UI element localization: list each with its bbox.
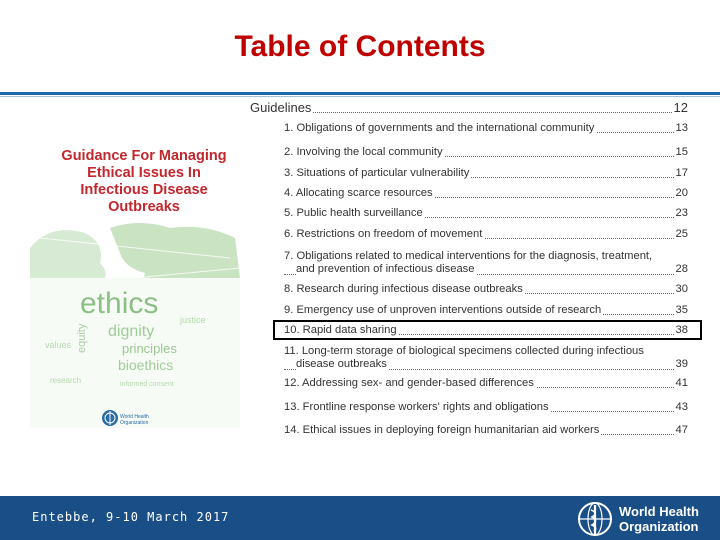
toc-main-heading <box>250 100 690 116</box>
book-cover-image <box>30 118 240 448</box>
toc-item-label: 7. Obligations related to medical interventions for the diagnosis, treatment, <box>284 250 653 262</box>
slide-title: Table of Contents <box>234 30 486 63</box>
toc-item-page: 28 <box>675 263 688 275</box>
toc-item <box>284 283 690 297</box>
toc-item-label: 4. Allocating scarce resources <box>284 187 433 199</box>
word-values: values <box>45 340 72 350</box>
title-divider <box>0 92 720 95</box>
toc-item-label-line2: disease outbreaks <box>296 358 387 370</box>
toc-main-page: 12 <box>673 100 688 115</box>
cover-logo-line2: Organization <box>120 420 149 426</box>
word-cloud-graphic <box>30 278 240 428</box>
toc-item <box>284 250 690 278</box>
word-ethics: ethics <box>80 287 159 320</box>
toc-item-page: 43 <box>675 401 688 413</box>
word-informed-consent: informed consent <box>120 381 174 388</box>
toc-item-label: 13. Frontline response workers' rights and obligations <box>284 401 549 413</box>
toc-item-page: 38 <box>675 324 688 336</box>
who-brand-text <box>619 504 699 534</box>
toc-item-label: 11. Long-term storage of biological specimens collected during infectious <box>284 345 644 357</box>
toc-item-label: 3. Situations of particular vulnerability <box>284 167 470 179</box>
toc-item-page: 39 <box>675 358 688 370</box>
word-bioethics: bioethics <box>118 357 174 373</box>
toc-item-label: 2. Involving the local community <box>284 146 443 158</box>
toc-item-page: 20 <box>675 187 688 199</box>
toc-item <box>284 207 690 221</box>
toc-item-label: 5. Public health surveillance <box>284 207 423 219</box>
toc-main-label: Guidelines <box>250 100 312 115</box>
cover-logo-line1: World Health <box>120 414 149 420</box>
toc-item <box>284 424 690 438</box>
toc-item <box>284 401 690 415</box>
toc-item-page: 35 <box>675 304 688 316</box>
toc-item-page: 17 <box>675 167 688 179</box>
toc-item-page: 13 <box>675 122 688 134</box>
cover-title: Guidance For Managing Ethical Issues In Infectious Disease Outbreaks <box>61 148 227 215</box>
toc-item-page: 30 <box>675 283 688 295</box>
title-divider-thin <box>0 96 720 97</box>
word-dignity: dignity <box>108 323 155 340</box>
toc-item-label-line2: and prevention of infectious disease <box>296 263 475 275</box>
toc-item-page: 23 <box>675 207 688 219</box>
toc-item-label: 10. Rapid data sharing <box>284 324 397 336</box>
toc-item <box>284 377 690 391</box>
toc-item-label: 1. Obligations of governments and the international community <box>284 122 595 134</box>
word-principles: principles <box>122 341 177 356</box>
toc-item-page: 25 <box>675 228 688 240</box>
toc-item-label: 8. Research during infectious disease outbreaks <box>284 283 523 295</box>
toc-item <box>284 122 690 136</box>
toc-item-page: 47 <box>675 424 688 436</box>
cover-logo-text <box>120 414 149 426</box>
who-brand-line2: Organization <box>619 519 699 534</box>
footer-event-text: Entebbe, 9-10 March 2017 <box>32 510 230 524</box>
leader-dots <box>250 112 676 113</box>
word-research: research <box>50 376 82 385</box>
toc-item-label: 12. Addressing sex- and gender-based differences <box>284 377 534 389</box>
toc-item-page: 41 <box>675 377 688 389</box>
highlight-box <box>273 320 702 340</box>
toc-item <box>284 167 690 181</box>
toc-item-label: 14. Ethical issues in deploying foreign humanitarian aid workers <box>284 424 600 436</box>
toc-item <box>284 304 690 318</box>
toc-item <box>284 345 690 373</box>
toc-item-label: 6. Restrictions on freedom of movement <box>284 228 483 240</box>
word-justice: justice <box>180 315 206 325</box>
word-equity: equity <box>76 323 88 353</box>
who-emblem-icon <box>575 500 615 538</box>
who-brand-line1: World Health <box>619 504 699 519</box>
toc-item-label: 9. Emergency use of unproven interventions outside of research <box>284 304 602 316</box>
toc-item <box>284 146 690 160</box>
toc-item <box>284 228 690 242</box>
toc-item-page: 15 <box>675 146 688 158</box>
toc-item <box>284 187 690 201</box>
